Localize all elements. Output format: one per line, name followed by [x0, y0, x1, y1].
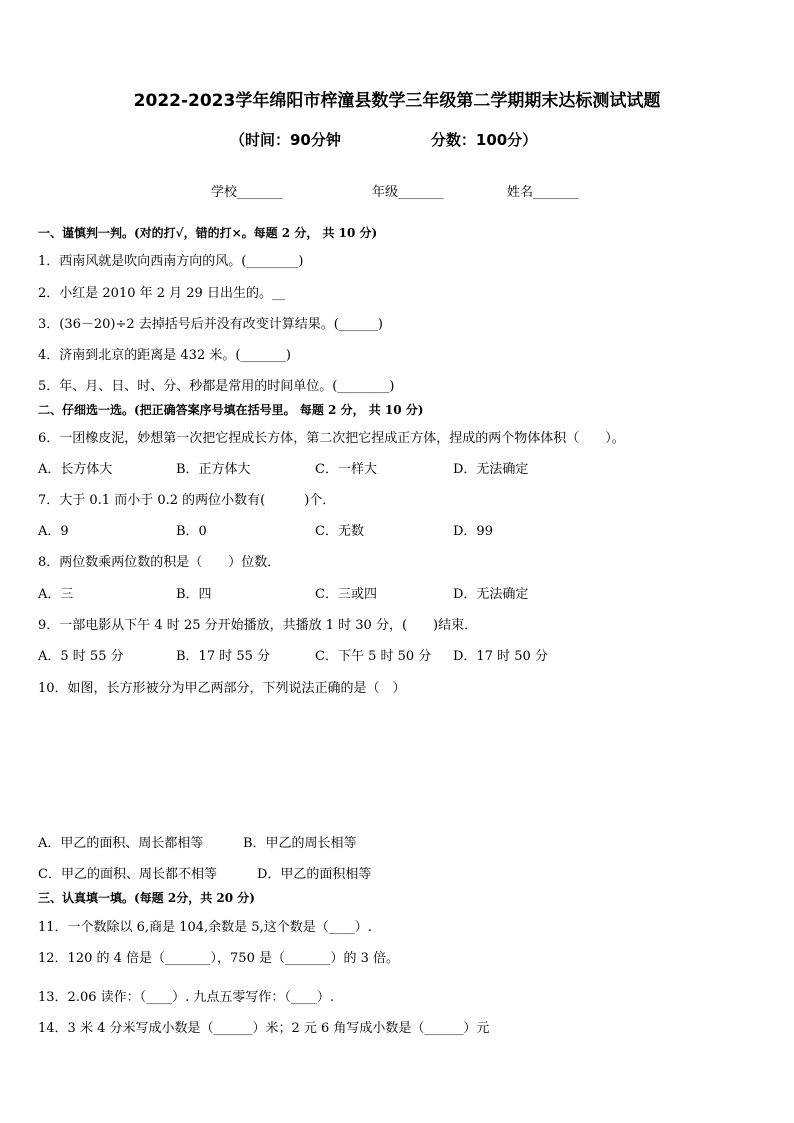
question-6: 6．一团橡皮泥，妙想第一次把它捏成长方体，第二次把它捏成正方体，捏成的两个物体体积（ ）。 [38, 431, 625, 446]
question-5: 5．年、月、日、时、分、秒都是常用的时间单位。(________) [38, 379, 395, 394]
question-8-option-d: D．无法确定 [453, 587, 529, 602]
question-6-option-d: D．无法确定 [453, 462, 529, 477]
question-7-option-b: B．0 [176, 524, 207, 539]
question-10-option-d: D．甲乙的面积相等 [257, 867, 372, 882]
question-10: 10．如图，长方形被分为甲乙两部分，下列说法正确的是（ ） [38, 681, 406, 696]
question-10-option-b: B．甲乙的周长相等 [243, 836, 357, 851]
question-7-option-a: A．9 [38, 524, 69, 539]
question-4: 4．济南到北京的距离是 432 米。(_______) [38, 348, 291, 363]
question-9-option-a: A．5 时 55 分 [38, 649, 124, 664]
section-2-heading: 二、仔细选一选。(把正确答案序号填在括号里。 每题 2 分， 共 10 分) [38, 403, 424, 417]
section-1-heading: 一、谨慎判一判。(对的打√，错的打×。每题 2 分， 共 10 分) [38, 226, 378, 240]
question-9-option-d: D．17 时 50 分 [453, 649, 548, 664]
question-6-option-c: C．一样大 [315, 462, 377, 477]
question-12: 12．120 的 4 倍是（_______），750 是（_______）的 3 倍。 [38, 951, 400, 966]
question-10-option-a: A．甲乙的面积、周长都相等 [38, 836, 204, 851]
question-10-option-c: C．甲乙的面积、周长都不相等 [38, 867, 217, 882]
question-6-option-b: B．正方体大 [176, 462, 251, 477]
question-14: 14．3 米 4 分米写成小数是（______）米；2 元 6 角写成小数是（______）元 [38, 1021, 490, 1036]
question-8-option-b: B．四 [176, 587, 212, 602]
question-9-option-c: C．下午 5 时 50 分 [315, 649, 432, 664]
section-3-heading: 三、认真填一填。(每题 2分，共 20 分) [38, 891, 255, 905]
question-9: 9．一部电影从下午 4 时 25 分开始播放，共播放 1 时 30 分，( )结束． [38, 618, 478, 633]
question-9-option-b: B．17 时 55 分 [176, 649, 271, 664]
question-8-option-c: C．三或四 [315, 587, 377, 602]
question-3: 3．(36－20)÷2 去掉括号后并没有改变计算结果。(______) [38, 317, 383, 332]
exam-title: 2022-2023学年绵阳市梓潼县数学三年级第二学期期末达标测试试题 [133, 91, 661, 111]
question-1: 1．西南风就是吹向西南方向的风。(________) [38, 254, 304, 269]
name-field: 姓名_______ [507, 185, 579, 200]
question-7: 7．大于 0.1 而小于 0.2 的两位小数有( )个． [38, 493, 336, 508]
question-7-option-c: C．无数 [315, 524, 364, 539]
question-2: 2．小红是 2010 年 2 月 29 日出生的。__ [38, 286, 285, 301]
question-11: 11．一个数除以 6,商是 104,余数是 5,这个数是（____）. [38, 920, 372, 935]
grade-field: 年级_______ [372, 185, 444, 200]
exam-time-score: （时间：90分钟 分数：100分） [230, 131, 538, 149]
question-13: 13．2.06 读作：（____）. 九点五零写作：（____）. [38, 990, 335, 1005]
question-6-option-a: A．长方体大 [38, 462, 113, 477]
school-field: 学校_______ [211, 185, 283, 200]
question-8: 8．两位数乘两位数的积是（ ）位数． [38, 555, 281, 570]
question-7-option-d: D．99 [453, 524, 493, 539]
question-8-option-a: A．三 [38, 587, 74, 602]
